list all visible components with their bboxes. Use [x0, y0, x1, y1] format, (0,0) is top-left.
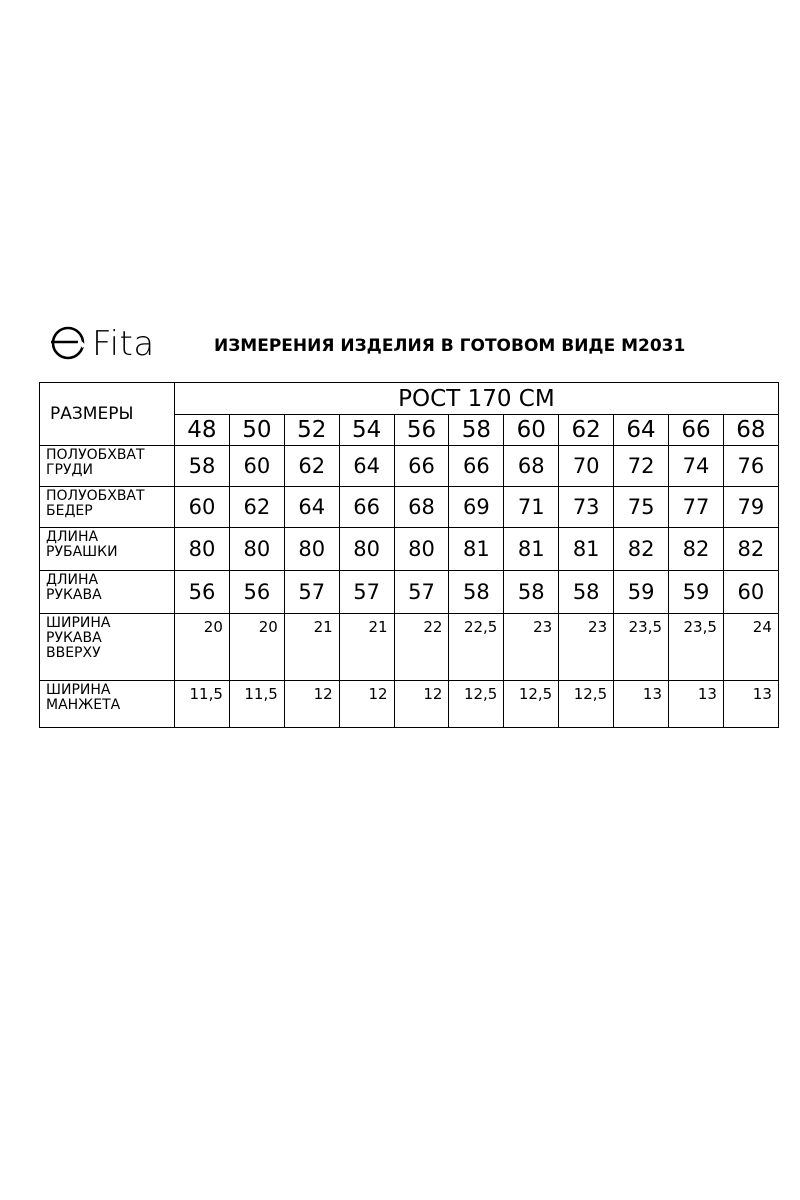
- table-cell: 21: [339, 614, 394, 681]
- row-label: ДЛИНА РУБАШКИ: [40, 528, 175, 571]
- table-cell: 23: [504, 614, 559, 681]
- table-cell: 20: [229, 614, 284, 681]
- sleeve-length-row: [40, 571, 779, 614]
- table-cell: 13: [723, 681, 778, 728]
- table-cell: 72: [614, 446, 669, 487]
- row-label: ШИРИНА МАНЖЕТА: [40, 681, 175, 728]
- table-cell: 12: [284, 681, 339, 728]
- table-cell: 12,5: [559, 681, 614, 728]
- table-cell: 71: [504, 487, 559, 528]
- table-cell: 69: [449, 487, 504, 528]
- table-cell: 57: [284, 571, 339, 614]
- row-label: ШИРИНА РУКАВА ВВЕРХУ: [40, 614, 175, 681]
- table-cell: 64: [339, 446, 394, 487]
- table-cell: 80: [284, 528, 339, 571]
- table-cell: 81: [504, 528, 559, 571]
- table-cell: 58: [175, 446, 230, 487]
- table-cell: 70: [559, 446, 614, 487]
- table-cell: 56: [175, 571, 230, 614]
- table-cell: 21: [284, 614, 339, 681]
- size-header-cell: 52: [284, 415, 339, 446]
- row-label: ПОЛУОБХВАТ ГРУДИ: [40, 446, 175, 487]
- table-cell: 12,5: [449, 681, 504, 728]
- table-cell: 80: [339, 528, 394, 571]
- brand-name: Fita: [92, 324, 155, 364]
- table-cell: 58: [504, 571, 559, 614]
- row-label: ДЛИНА РУКАВА: [40, 571, 175, 614]
- table-header-row: [40, 383, 779, 415]
- table-cell: 13: [614, 681, 669, 728]
- table-cell: 20: [175, 614, 230, 681]
- table-cell: 66: [339, 487, 394, 528]
- size-chart-table: [39, 382, 779, 728]
- table-cell: 57: [339, 571, 394, 614]
- cuff-width-row: [40, 681, 779, 728]
- table-cell: 79: [723, 487, 778, 528]
- table-cell: 58: [449, 571, 504, 614]
- table-cell: 22,5: [449, 614, 504, 681]
- table-cell: 23,5: [614, 614, 669, 681]
- table-cell: 80: [175, 528, 230, 571]
- table-cell: 64: [284, 487, 339, 528]
- table-cell: 60: [229, 446, 284, 487]
- table-cell: 80: [229, 528, 284, 571]
- table-cell: 62: [229, 487, 284, 528]
- table-cell: 80: [394, 528, 449, 571]
- table-cell: 68: [394, 487, 449, 528]
- table-cell: 82: [669, 528, 724, 571]
- chest-half-girth-row: [40, 446, 779, 487]
- table-cell: 68: [504, 446, 559, 487]
- table-cell: 23: [559, 614, 614, 681]
- table-body: [40, 446, 779, 728]
- size-header-cell: 66: [669, 415, 724, 446]
- table-cell: 12,5: [504, 681, 559, 728]
- table-cell: 81: [449, 528, 504, 571]
- size-header-cell: 68: [723, 415, 778, 446]
- size-header-cell: 54: [339, 415, 394, 446]
- fita-theta-logo-icon: [48, 322, 88, 366]
- page-title: ИЗМЕРЕНИЯ ИЗДЕЛИЯ В ГОТОВОМ ВИДЕ М2031: [214, 336, 686, 356]
- table-cell: 62: [284, 446, 339, 487]
- table-cell: 11,5: [229, 681, 284, 728]
- table-cell: 73: [559, 487, 614, 528]
- table-cell: 11,5: [175, 681, 230, 728]
- table-cell: 82: [614, 528, 669, 571]
- table-cell: 74: [669, 446, 724, 487]
- table-cell: 12: [339, 681, 394, 728]
- table-cell: 60: [723, 571, 778, 614]
- size-header-cell: 50: [229, 415, 284, 446]
- brand-logo: [48, 322, 155, 366]
- table-cell: 81: [559, 528, 614, 571]
- table-cell: 76: [723, 446, 778, 487]
- table-cell: 13: [669, 681, 724, 728]
- table-cell: 82: [723, 528, 778, 571]
- table-cell: 77: [669, 487, 724, 528]
- table-cell: 57: [394, 571, 449, 614]
- size-header-cell: 58: [449, 415, 504, 446]
- table-cell: 60: [175, 487, 230, 528]
- size-header-cell: 48: [175, 415, 230, 446]
- size-header-cell: 62: [559, 415, 614, 446]
- sleeve-top-width-row: [40, 614, 779, 681]
- height-header: РОСТ 170 СМ: [175, 383, 779, 415]
- table-cell: 66: [394, 446, 449, 487]
- table-cell: 59: [614, 571, 669, 614]
- table-cell: 66: [449, 446, 504, 487]
- shirt-length-row: [40, 528, 779, 571]
- table-cell: 75: [614, 487, 669, 528]
- size-header-cell: 60: [504, 415, 559, 446]
- size-header-cell: 64: [614, 415, 669, 446]
- table-cell: 56: [229, 571, 284, 614]
- sizes-header: РАЗМЕРЫ: [40, 383, 175, 446]
- hip-half-girth-row: [40, 487, 779, 528]
- table-cell: 23,5: [669, 614, 724, 681]
- size-header-cell: 56: [394, 415, 449, 446]
- row-label: ПОЛУОБХВАТ БЕДЕР: [40, 487, 175, 528]
- table-cell: 24: [723, 614, 778, 681]
- table-cell: 58: [559, 571, 614, 614]
- table-cell: 12: [394, 681, 449, 728]
- table-cell: 22: [394, 614, 449, 681]
- table-cell: 59: [669, 571, 724, 614]
